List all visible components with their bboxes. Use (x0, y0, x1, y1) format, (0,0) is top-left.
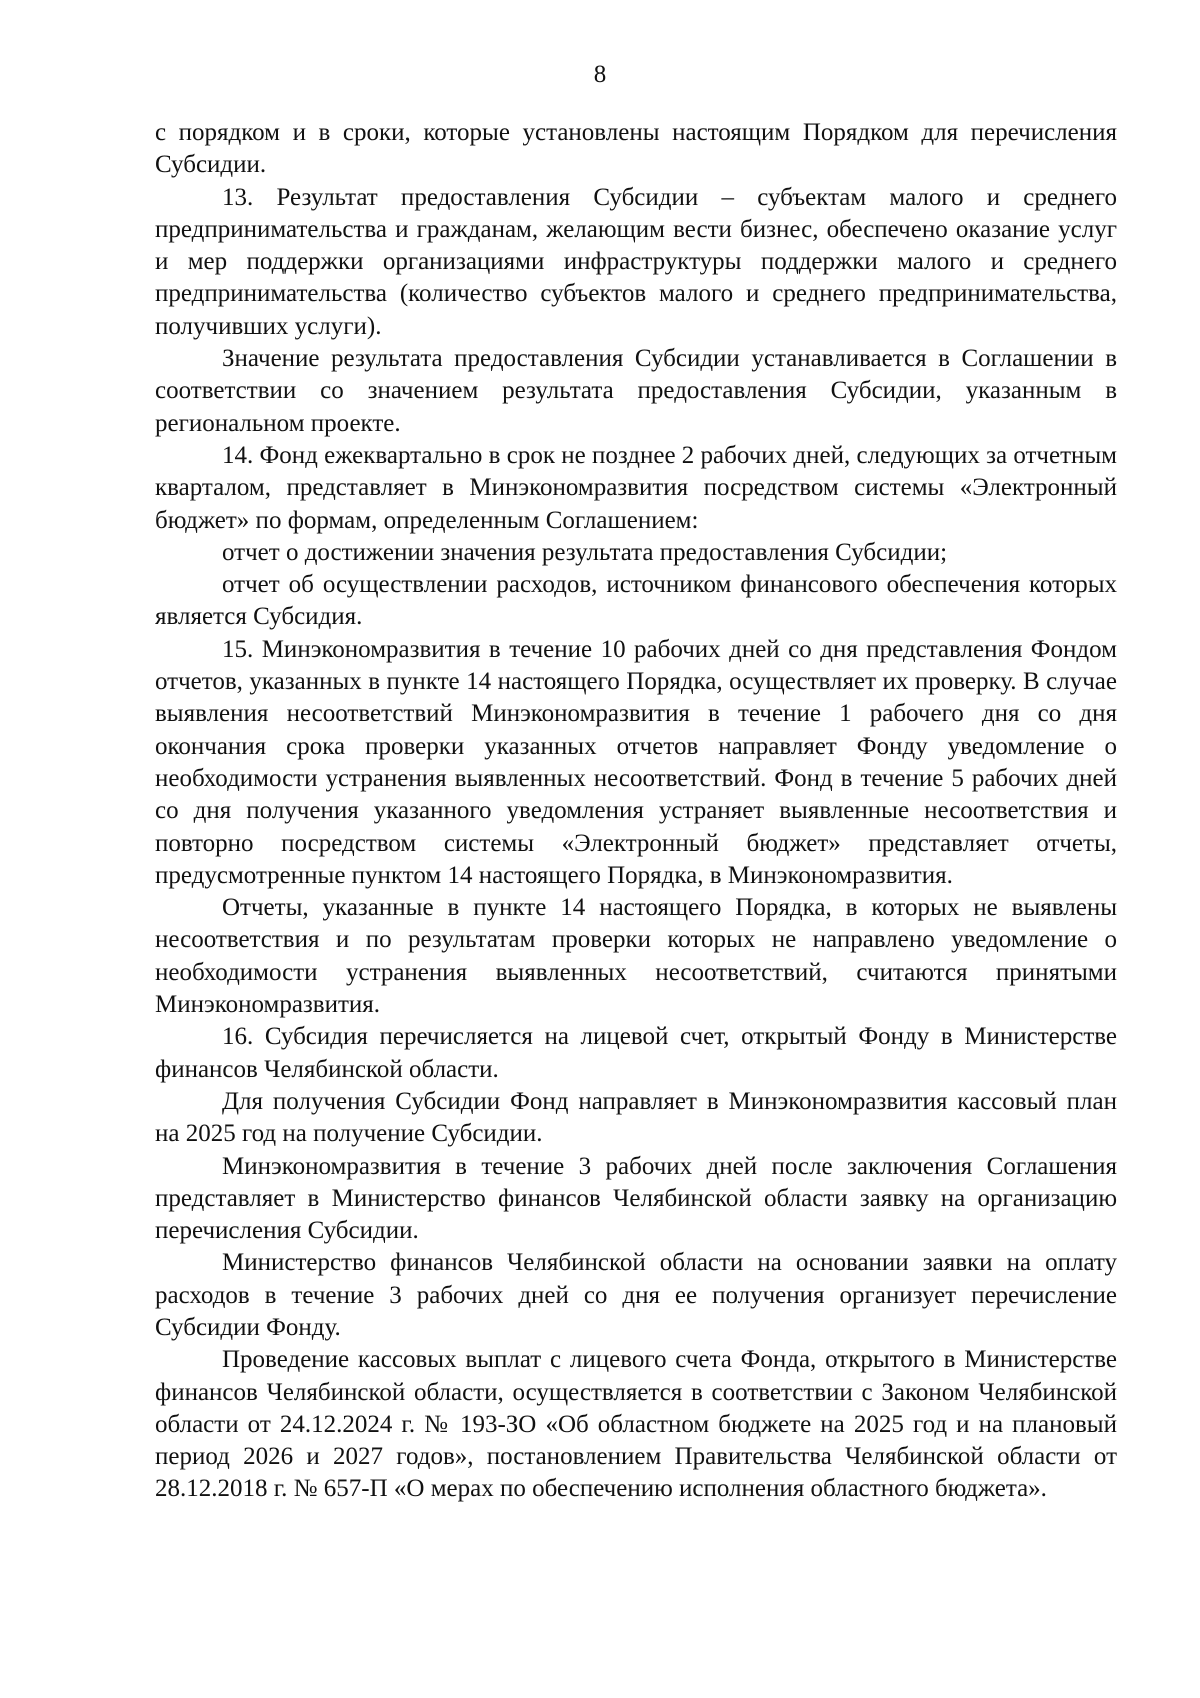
page-number: 8 (593, 61, 607, 88)
paragraph-cash-payments: Проведение кассовых выплат с лицевого счета Фонда, открытого в Министерстве финансов Челябинской области, осуществляется в соответствии с Законом Челябинской области от 24.12.2024 г. № 193-ЗО «Об областном бюджете на 2025 год и на плановый период 2026 и 2027 годов», постановлением Правительства Челябинской области от 28.12.2018 г. № 657-П «О мерах по обеспечению исполнения областного бюджета». (155, 1346, 1117, 1503)
paragraph-reports-accepted: Отчеты, указанные в пункте 14 настоящего Порядка, в которых не выявлены несоответствия и по результатам проверки которых не направлено уведомление о необходимости устранения выявленных несоответствий, считаются принятыми Минэкономразвития. (155, 894, 1117, 1019)
paragraph-item-14: 14. Фонд ежеквартально в срок не позднее 2 рабочих дней, следующих за отчетным кварталом, представляет в Минэкономразвития посредством системы «Электронный бюджет» по формам, определенным Соглашением: (155, 441, 1118, 534)
paragraph-item-16: 16. Субсидия перечисляется на лицевой счет, открытый Фонду в Министерстве финансов Челябинской области. (155, 1023, 1117, 1083)
paragraph-item-15: 15. Минэкономразвития в течение 10 рабочих дней со дня представления Фондом отчетов, указанных в пункте 14 настоящего Порядка, осуществляет их проверку. В случае выявления несоответствий Минэкономразвития в течение 1 рабочего дня со дня окончания срока проверки указанных отчетов направляет Фонду уведомление о необходимости устранения выявленных несоответствий. Фонд в течение 5 рабочих дней со дня получения указанного уведомления устраняет выявленные несоответствия и повторно посредством системы «Электронный бюджет» представляет отчеты, предусмотренные пунктом 14 настоящего Порядка, в Минэкономразвития. (155, 635, 1117, 889)
paragraph-transfer-request: Минэкономразвития в течение 3 рабочих дней после заключения Соглашения представляет в Министерство финансов Челябинской области заявку на организацию перечисления Субсидии. (155, 1152, 1117, 1245)
paragraph-item-13: 13. Результат предоставления Субсидии – субъектам малого и среднего предпринимательства и гражданам, желающим вести бизнес, обеспечено оказание услуг и мер поддержки организациями инфраструктуры поддержки малого и среднего предпринимательства (количество субъектов малого и среднего предпринимательства, получивших услуги). (155, 183, 1117, 340)
paragraph-continuation: с порядком и в сроки, которые установлены настоящим Порядком для перечисления Субсидии. (155, 119, 1117, 179)
paragraph-cash-plan: Для получения Субсидии Фонд направляет в Минэкономразвития кассовый план на 2025 год на получение Субсидии. (155, 1087, 1117, 1148)
paragraph-result-value: Значение результата предоставления Субсидии устанавливается в Соглашении в соответствии со значением результата предоставления Субсидии, указанным в региональном проекте. (155, 345, 1117, 437)
paragraph-payment-organization: Министерство финансов Челябинской области на основании заявки на оплату расходов в течение 3 рабочих дней со дня ее получения организует перечисление Субсидии Фонду. (155, 1249, 1117, 1341)
paragraph-report-expenses: отчет об осуществлении расходов, источником финансового обеспечения которых является Субсидия. (155, 571, 1117, 631)
document-body (155, 117, 1117, 1506)
paragraph-report-result: отчет о достижении значения результата предоставления Субсидии; (222, 538, 948, 566)
